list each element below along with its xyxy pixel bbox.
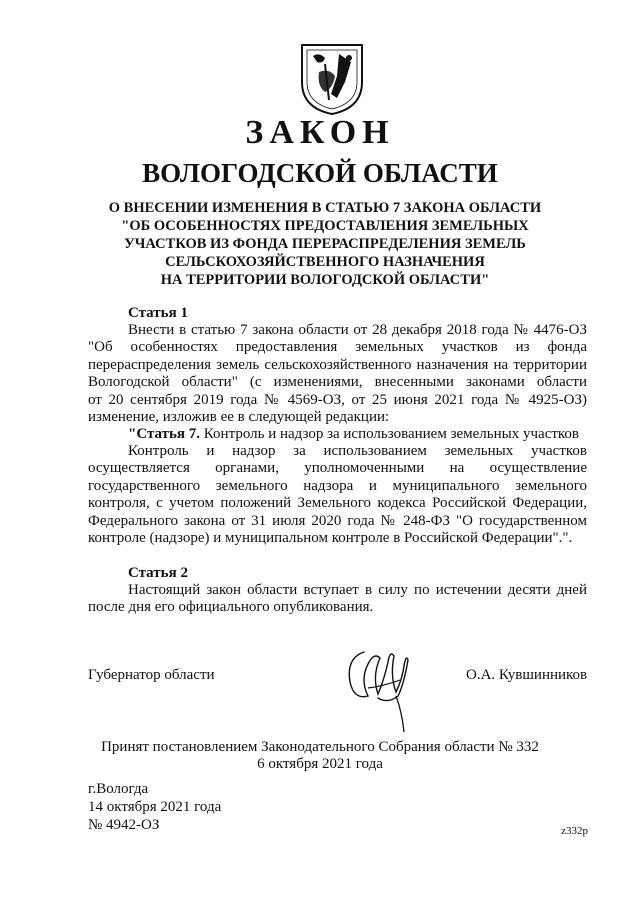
law-name-line: УЧАСТКОВ ИЗ ФОНДА ПЕРЕРАСПРЕДЕЛЕНИЯ ЗЕМЕЛЬ: [124, 236, 526, 252]
adoption-line-1: Принят постановлением Законодательного Собрания области № 332: [101, 739, 539, 755]
article-2-body: [88, 582, 587, 617]
footer-number: № 4942-ОЗ: [88, 817, 160, 833]
law-name-line: О ВНЕСЕНИИ ИЗМЕНЕНИЯ В СТАТЬЮ 7 ЗАКОНА ОБЛАСТИ: [108, 200, 542, 216]
article-1-heading: Статья 1: [128, 305, 188, 321]
document-title: ЗАКОН: [245, 114, 395, 151]
law-name-line: "ОБ ОСОБЕННОСТЯХ ПРЕДОСТАВЛЕНИЯ ЗЕМЕЛЬНЫХ: [121, 218, 529, 234]
law-name-line: СЕЛЬСКОХОЗЯЙСТВЕННОГО НАЗНАЧЕНИЯ: [165, 254, 485, 270]
quoted-article-number: "Статья 7.: [128, 426, 201, 442]
document-code: z332р: [561, 825, 588, 837]
text-line: от 20 сентября 2019 года № 4569-ОЗ, от 25 июня 2021 года № 4925-ОЗ): [88, 391, 587, 408]
handwritten-signature-icon: [338, 640, 418, 735]
text-line: Федерального закона от 31 июля 2020 года № 248-ФЗ "О государственном: [88, 512, 587, 529]
text-line: Вологодской области" (с изменениями, внесенными законами области: [88, 374, 587, 391]
text-line: изменение, изложив ее в следующей редакции:: [88, 409, 390, 426]
quoted-article-body: [88, 443, 587, 547]
text-line: Настоящий закон области вступает в силу по истечении десяти дней: [128, 582, 587, 598]
law-name-line: НА ТЕРРИТОРИИ ВОЛОГОДСКОЙ ОБЛАСТИ": [160, 272, 490, 288]
quoted-article-title: Контроль и надзор за использованием земельных участков: [200, 426, 580, 442]
article-1-intro: [88, 322, 587, 426]
text-line: Контроль и надзор за использованием земельных участков: [128, 443, 587, 459]
footer-city: г.Вологда: [88, 781, 149, 797]
footer-date: 14 октября 2021 года: [88, 799, 222, 815]
text-line: контроле (надзоре) и муниципальном контроле в Российской Федерации".".: [88, 530, 573, 547]
text-line: контроля, с учетом положений Земельного кодекса Российской Федерации,: [88, 495, 587, 512]
adoption-line-2: 6 октября 2021 года: [257, 756, 383, 772]
document-subtitle: ВОЛОГОДСКОЙ ОБЛАСТИ: [142, 158, 498, 188]
text-line: перераспределения земель сельскохозяйственного назначения на территории: [88, 356, 587, 373]
quoted-article-heading: [128, 426, 579, 443]
text-line: осуществляется органами, уполномоченными на осуществление: [88, 460, 587, 477]
law-name: [80, 199, 570, 289]
signatory-name: О.А. Кувшинников: [466, 667, 588, 683]
text-line: Внести в статью 7 закона области от 28 декабря 2018 года № 4476-ОЗ: [128, 322, 587, 338]
text-line: государственного земельного надзора и муниципального земельного: [88, 477, 587, 494]
signatory-position: Губернатор области: [88, 667, 215, 683]
article-2-heading: Статья 2: [128, 565, 188, 581]
text-line: после дня его официального опубликования.: [88, 599, 374, 616]
text-line: "Об особенностях предоставления земельных участков из фонда: [88, 339, 587, 356]
coat-of-arms-icon: [299, 42, 365, 116]
